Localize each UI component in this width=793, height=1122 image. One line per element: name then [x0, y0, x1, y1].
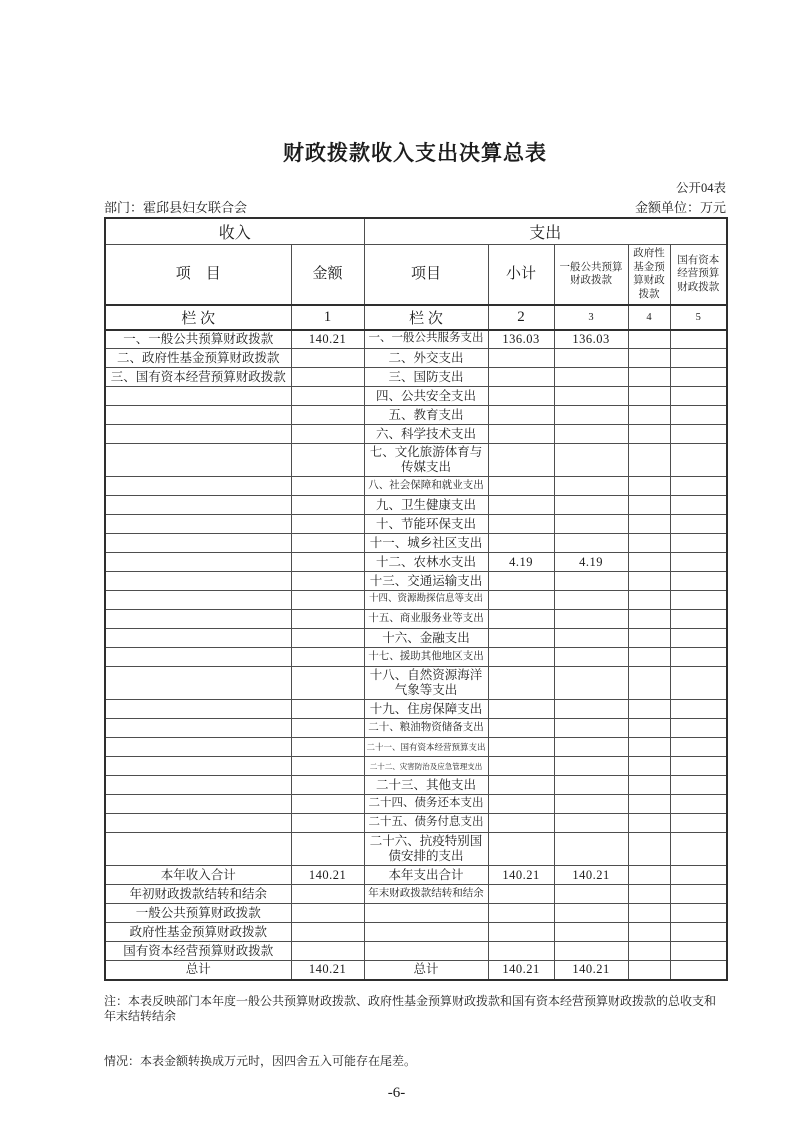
gov-fund-cell: [628, 719, 670, 738]
income-item-cell: 总计: [105, 961, 291, 980]
income-amount-cell: [291, 425, 364, 444]
exp-item-cell: 十八、自然资源海洋气象等支出: [364, 667, 488, 700]
income-item-cell: [105, 572, 291, 591]
exp-item-cell: 二十二、灾害防治及应急管理支出: [364, 757, 488, 776]
income-item-cell: [105, 667, 291, 700]
income-item-cell: [105, 776, 291, 795]
table-row: [105, 795, 727, 814]
state-capital-cell: [670, 534, 727, 553]
gov-fund-cell: [628, 591, 670, 610]
exp-item-cell: [364, 923, 488, 942]
income-item-cell: [105, 757, 291, 776]
general-public-cell: [554, 904, 628, 923]
general-public-cell: [554, 795, 628, 814]
subtotal-cell: [488, 776, 554, 795]
table-row: [105, 629, 727, 648]
income-amount-cell: [291, 610, 364, 629]
col-header-state-capital: 国有资本经营预算财政拨款: [670, 245, 727, 305]
fiscal-appropriation-table: [104, 217, 728, 981]
index-state-capital: 5: [670, 305, 727, 330]
state-capital-cell: [670, 719, 727, 738]
table-row: [105, 553, 727, 572]
column-index-row: [105, 305, 727, 330]
note-line-1: 注：本表反映部门本年度一般公共预算财政拨款、政府性基金预算财政拨款和国有资本经营预算财政拨款的总收支和年末结转结余: [104, 993, 717, 1024]
general-public-cell: [554, 700, 628, 719]
general-public-cell: 140.21: [554, 866, 628, 885]
general-public-cell: [554, 444, 628, 477]
general-public-cell: [554, 425, 628, 444]
exp-item-cell: 十三、交通运输支出: [364, 572, 488, 591]
state-capital-cell: [670, 776, 727, 795]
exp-item-cell: 二十、粮油物资储备支出: [364, 719, 488, 738]
state-capital-cell: [670, 885, 727, 904]
table-body: [105, 330, 727, 980]
col-header-exp-item: 项目: [364, 245, 488, 305]
exp-item-cell: 二十五、债务付息支出: [364, 814, 488, 833]
index-subtotal: 2: [488, 305, 554, 330]
general-public-cell: [554, 534, 628, 553]
index-exp-item: 栏 次: [364, 305, 488, 330]
income-item-cell: 二、政府性基金预算财政拨款: [105, 349, 291, 368]
general-public-cell: [554, 572, 628, 591]
table-row: [105, 885, 727, 904]
subtotal-cell: [488, 719, 554, 738]
income-amount-cell: [291, 904, 364, 923]
table-row: [105, 515, 727, 534]
income-amount-cell: [291, 923, 364, 942]
exp-item-cell: 五、教育支出: [364, 406, 488, 425]
table-row: [105, 368, 727, 387]
unit-label: 金额单位：万元: [634, 200, 726, 215]
income-item-cell: [105, 515, 291, 534]
gov-fund-cell: [628, 629, 670, 648]
exp-item-cell: 二、外交支出: [364, 349, 488, 368]
exp-item-cell: 十二、农林水支出: [364, 553, 488, 572]
gov-fund-cell: [628, 330, 670, 349]
income-amount-cell: [291, 776, 364, 795]
exp-item-cell: 十七、援助其他地区支出: [364, 648, 488, 667]
income-amount-cell: [291, 942, 364, 961]
subtotal-cell: [488, 368, 554, 387]
subtotal-cell: [488, 738, 554, 757]
income-item-cell: [105, 795, 291, 814]
general-public-cell: [554, 406, 628, 425]
gov-fund-cell: [628, 866, 670, 885]
table-row: [105, 349, 727, 368]
index-income-item: 栏 次: [105, 305, 291, 330]
subtotal-cell: [488, 885, 554, 904]
state-capital-cell: [670, 942, 727, 961]
state-capital-cell: [670, 444, 727, 477]
exp-item-cell: 二十四、债务还本支出: [364, 795, 488, 814]
subtotal-cell: [488, 477, 554, 496]
general-public-cell: [554, 496, 628, 515]
table-row: [105, 719, 727, 738]
gov-fund-cell: [628, 368, 670, 387]
income-item-cell: 一般公共预算财政拨款: [105, 904, 291, 923]
page-number: -6-: [387, 1085, 406, 1101]
subtotal-cell: [488, 833, 554, 866]
state-capital-cell: [670, 700, 727, 719]
income-item-cell: 一、一般公共预算财政拨款: [105, 330, 291, 349]
income-amount-cell: 140.21: [291, 866, 364, 885]
income-item-cell: [105, 444, 291, 477]
income-item-cell: 本年收入合计: [105, 866, 291, 885]
general-public-cell: [554, 515, 628, 534]
general-public-cell: [554, 477, 628, 496]
col-header-gov-fund: 政府性基金预算财政拨款: [628, 245, 670, 305]
subtotal-cell: 4.19: [488, 553, 554, 572]
gov-fund-cell: [628, 885, 670, 904]
index-general-public: 3: [554, 305, 628, 330]
gov-fund-cell: [628, 534, 670, 553]
gov-fund-cell: [628, 444, 670, 477]
subtotal-cell: [488, 496, 554, 515]
gov-fund-cell: [628, 814, 670, 833]
state-capital-cell: [670, 961, 727, 980]
state-capital-cell: [670, 572, 727, 591]
col-header-income-item: 项 目: [105, 245, 291, 305]
exp-item-cell: 一、一般公共服务支出: [364, 330, 488, 349]
income-amount-cell: [291, 496, 364, 515]
state-capital-cell: [670, 406, 727, 425]
subtotal-cell: 136.03: [488, 330, 554, 349]
general-public-cell: [554, 591, 628, 610]
state-capital-cell: [670, 904, 727, 923]
gov-fund-cell: [628, 477, 670, 496]
state-capital-cell: [670, 757, 727, 776]
income-amount-cell: [291, 477, 364, 496]
state-capital-cell: [670, 349, 727, 368]
general-public-cell: [554, 776, 628, 795]
income-amount-cell: [291, 719, 364, 738]
exp-item-cell: 十九、住房保障支出: [364, 700, 488, 719]
subtotal-cell: [488, 534, 554, 553]
table-row: [105, 477, 727, 496]
general-public-cell: [554, 610, 628, 629]
income-amount-cell: [291, 814, 364, 833]
col-header-income-amount: 金额: [291, 245, 364, 305]
income-item-cell: 三、国有资本经营预算财政拨款: [105, 368, 291, 387]
general-public-cell: [554, 667, 628, 700]
general-public-cell: [554, 349, 628, 368]
gov-fund-cell: [628, 738, 670, 757]
gov-fund-cell: [628, 757, 670, 776]
exp-item-cell: 六、科学技术支出: [364, 425, 488, 444]
income-amount-cell: [291, 515, 364, 534]
table-row: [105, 610, 727, 629]
income-amount-cell: [291, 885, 364, 904]
table-row: [105, 904, 727, 923]
income-amount-cell: [291, 406, 364, 425]
income-item-cell: [105, 553, 291, 572]
subtotal-cell: [488, 387, 554, 406]
table-row: [105, 406, 727, 425]
table-row: [105, 776, 727, 795]
gov-fund-cell: [628, 425, 670, 444]
general-public-cell: [554, 368, 628, 387]
exp-item-cell: 总计: [364, 961, 488, 980]
income-item-cell: [105, 477, 291, 496]
income-item-cell: [105, 534, 291, 553]
income-amount-cell: [291, 833, 364, 866]
subtotal-cell: [488, 610, 554, 629]
state-capital-cell: [670, 496, 727, 515]
subtotal-cell: [488, 572, 554, 591]
income-item-cell: [105, 814, 291, 833]
column-header-row: [105, 245, 727, 305]
page-title: 财政拨款收入支出决算总表: [283, 142, 547, 165]
group-header-expenditure: 支出: [364, 218, 727, 245]
state-capital-cell: [670, 610, 727, 629]
exp-item-cell: [364, 904, 488, 923]
state-capital-cell: [670, 648, 727, 667]
table-code: 公开04表: [675, 181, 726, 195]
subtotal-cell: [488, 349, 554, 368]
exp-item-cell: 十一、城乡社区支出: [364, 534, 488, 553]
state-capital-cell: [670, 387, 727, 406]
income-amount-cell: [291, 795, 364, 814]
table-row: [105, 923, 727, 942]
income-amount-cell: [291, 591, 364, 610]
exp-item-cell: 九、卫生健康支出: [364, 496, 488, 515]
income-item-cell: [105, 700, 291, 719]
exp-item-cell: 二十三、其他支出: [364, 776, 488, 795]
subtotal-cell: [488, 795, 554, 814]
state-capital-cell: [670, 515, 727, 534]
subtotal-cell: 140.21: [488, 866, 554, 885]
document-content: [104, 0, 726, 1069]
general-public-cell: [554, 648, 628, 667]
table-row: [105, 833, 727, 866]
income-item-cell: 国有资本经营预算财政拨款: [105, 942, 291, 961]
gov-fund-cell: [628, 923, 670, 942]
gov-fund-cell: [628, 961, 670, 980]
income-amount-cell: [291, 444, 364, 477]
state-capital-cell: [670, 667, 727, 700]
income-item-cell: 年初财政拨款结转和结余: [105, 885, 291, 904]
notes: [104, 994, 726, 1070]
income-amount-cell: [291, 629, 364, 648]
table-row: [105, 757, 727, 776]
table-row: [105, 425, 727, 444]
gov-fund-cell: [628, 349, 670, 368]
meta-row: [104, 197, 726, 216]
exp-item-cell: 十四、资源勘探信息等支出: [364, 591, 488, 610]
income-amount-cell: [291, 648, 364, 667]
income-item-cell: [105, 629, 291, 648]
table-row: [105, 591, 727, 610]
table-row: [105, 700, 727, 719]
table-row: [105, 667, 727, 700]
gov-fund-cell: [628, 700, 670, 719]
general-public-cell: [554, 885, 628, 904]
state-capital-cell: [670, 591, 727, 610]
state-capital-cell: [670, 923, 727, 942]
table-row: [105, 330, 727, 349]
exp-item-cell: 二十一、国有资本经营预算支出: [364, 738, 488, 757]
subtotal-cell: [488, 814, 554, 833]
income-item-cell: [105, 496, 291, 515]
exp-item-cell: 十、节能环保支出: [364, 515, 488, 534]
table-row: [105, 648, 727, 667]
gov-fund-cell: [628, 904, 670, 923]
gov-fund-cell: [628, 667, 670, 700]
general-public-cell: 140.21: [554, 961, 628, 980]
income-amount-cell: [291, 368, 364, 387]
gov-fund-cell: [628, 795, 670, 814]
exp-item-cell: 七、文化旅游体育与传媒支出: [364, 444, 488, 477]
subtotal-cell: 140.21: [488, 961, 554, 980]
state-capital-cell: [670, 477, 727, 496]
gov-fund-cell: [628, 776, 670, 795]
income-amount-cell: 140.21: [291, 330, 364, 349]
general-public-cell: [554, 719, 628, 738]
state-capital-cell: [670, 866, 727, 885]
table-row: [105, 387, 727, 406]
subtotal-cell: [488, 406, 554, 425]
table-row: [105, 738, 727, 757]
department-label: 部门：霍邱县妇女联合会: [104, 200, 248, 215]
income-amount-cell: [291, 553, 364, 572]
subtotal-cell: [488, 629, 554, 648]
subtotal-cell: [488, 942, 554, 961]
general-public-cell: [554, 757, 628, 776]
general-public-cell: [554, 738, 628, 757]
exp-item-cell: 本年支出合计: [364, 866, 488, 885]
gov-fund-cell: [628, 553, 670, 572]
table-row: [105, 961, 727, 980]
subtotal-cell: [488, 444, 554, 477]
state-capital-cell: [670, 795, 727, 814]
index-gov-fund: 4: [628, 305, 670, 330]
subtotal-cell: [488, 648, 554, 667]
general-public-cell: [554, 814, 628, 833]
gov-fund-cell: [628, 387, 670, 406]
state-capital-cell: [670, 553, 727, 572]
income-amount-cell: [291, 572, 364, 591]
note-line-2: 情况：本表金额转换成万元时，因四舍五入可能存在尾差。: [104, 1053, 417, 1068]
income-item-cell: [105, 738, 291, 757]
state-capital-cell: [670, 738, 727, 757]
subtotal-cell: [488, 425, 554, 444]
table-row: [105, 942, 727, 961]
subtotal-cell: [488, 515, 554, 534]
subtotal-cell: [488, 757, 554, 776]
state-capital-cell: [670, 833, 727, 866]
exp-item-cell: 二十六、抗疫特别国债安排的支出: [364, 833, 488, 866]
group-header-income: 收入: [105, 218, 364, 245]
exp-item-cell: 年末财政拨款结转和结余: [364, 885, 488, 904]
income-item-cell: [105, 610, 291, 629]
exp-item-cell: 八、社会保障和就业支出: [364, 477, 488, 496]
state-capital-cell: [670, 330, 727, 349]
gov-fund-cell: [628, 515, 670, 534]
group-header-row: [105, 218, 727, 245]
table-row: [105, 866, 727, 885]
subtotal-cell: [488, 591, 554, 610]
gov-fund-cell: [628, 942, 670, 961]
income-amount-cell: [291, 700, 364, 719]
gov-fund-cell: [628, 648, 670, 667]
general-public-cell: [554, 833, 628, 866]
general-public-cell: [554, 923, 628, 942]
state-capital-cell: [670, 629, 727, 648]
income-amount-cell: [291, 667, 364, 700]
gov-fund-cell: [628, 496, 670, 515]
general-public-cell: [554, 387, 628, 406]
income-item-cell: [105, 406, 291, 425]
income-amount-cell: [291, 757, 364, 776]
table-row: [105, 814, 727, 833]
state-capital-cell: [670, 368, 727, 387]
state-capital-cell: [670, 814, 727, 833]
gov-fund-cell: [628, 610, 670, 629]
table-row: [105, 496, 727, 515]
subtotal-cell: [488, 700, 554, 719]
exp-item-cell: 十六、金融支出: [364, 629, 488, 648]
income-amount-cell: [291, 349, 364, 368]
income-item-cell: 政府性基金预算财政拨款: [105, 923, 291, 942]
table-row: [105, 572, 727, 591]
state-capital-cell: [670, 425, 727, 444]
subtotal-cell: [488, 667, 554, 700]
subtotal-cell: [488, 923, 554, 942]
general-public-cell: 136.03: [554, 330, 628, 349]
index-income-amount: 1: [291, 305, 364, 330]
income-item-cell: [105, 591, 291, 610]
exp-item-cell: 四、公共安全支出: [364, 387, 488, 406]
income-amount-cell: 140.21: [291, 961, 364, 980]
exp-item-cell: 三、国防支出: [364, 368, 488, 387]
gov-fund-cell: [628, 406, 670, 425]
table-row: [105, 534, 727, 553]
general-public-cell: [554, 942, 628, 961]
income-item-cell: [105, 833, 291, 866]
income-amount-cell: [291, 738, 364, 757]
gov-fund-cell: [628, 572, 670, 591]
col-header-general-public: 一般公共预算财政拨款: [554, 245, 628, 305]
income-item-cell: [105, 425, 291, 444]
general-public-cell: 4.19: [554, 553, 628, 572]
subtotal-cell: [488, 904, 554, 923]
income-item-cell: [105, 387, 291, 406]
exp-item-cell: 十五、商业服务业等支出: [364, 610, 488, 629]
table-row: [105, 444, 727, 477]
general-public-cell: [554, 629, 628, 648]
income-amount-cell: [291, 534, 364, 553]
income-item-cell: [105, 648, 291, 667]
col-header-subtotal: 小计: [488, 245, 554, 305]
gov-fund-cell: [628, 833, 670, 866]
income-item-cell: [105, 719, 291, 738]
exp-item-cell: [364, 942, 488, 961]
income-amount-cell: [291, 387, 364, 406]
